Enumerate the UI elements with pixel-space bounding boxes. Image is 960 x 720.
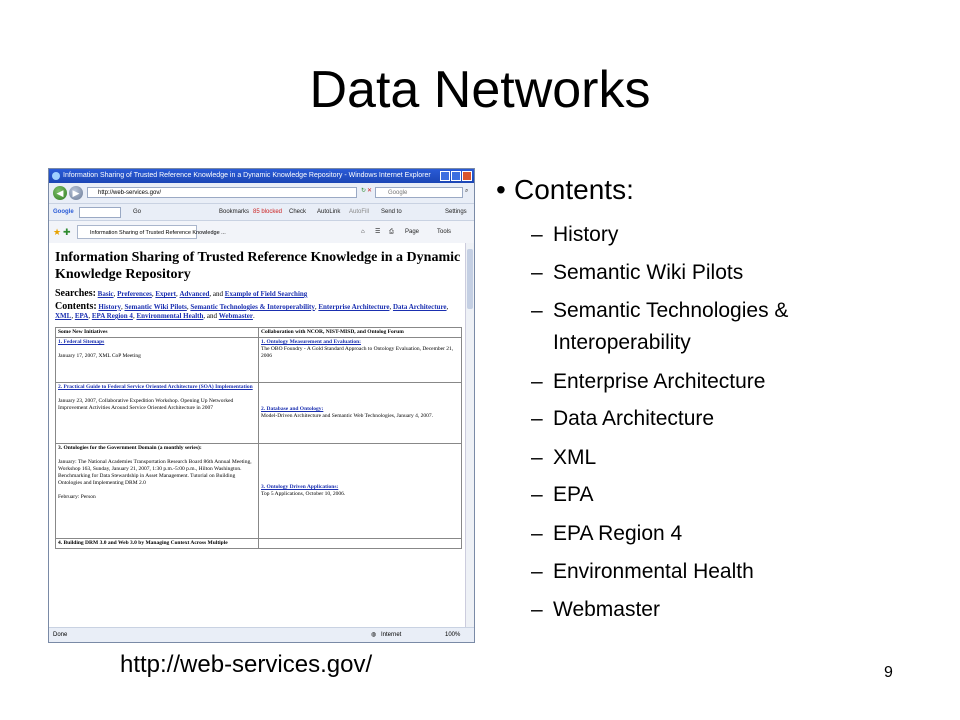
zoom-level[interactable]: 100%	[445, 632, 461, 638]
browser-tab[interactable]: Information Sharing of Trusted Reference Knowledge ...	[77, 225, 197, 239]
list-item-text: Semantic Technologies &	[553, 299, 789, 322]
search-link-advanced[interactable]: Advanced	[179, 290, 210, 298]
maximize-button[interactable]	[451, 171, 461, 181]
content-link[interactable]: History	[98, 303, 121, 311]
searches-and: and	[212, 290, 224, 298]
ie-logo-icon	[52, 172, 60, 180]
cell-text: Top 5 Applications, October 10, 2006.	[261, 491, 346, 497]
list-item	[531, 597, 660, 623]
google-logo: Google	[53, 209, 74, 215]
list-item	[531, 521, 683, 547]
list-item-text: Webmaster	[553, 598, 660, 621]
content-link[interactable]: EPA Region 4	[91, 312, 133, 320]
list-item	[531, 369, 766, 395]
print-icon[interactable]: ⎙	[389, 229, 394, 235]
cell-text: January 23, 2007, Collaborative Expedition Workshop. Opening Up Networked Improvement Activities Around Service Oriented Architecture in 2007	[58, 398, 234, 411]
dash: –	[531, 223, 543, 246]
scrollbar-thumb[interactable]	[467, 249, 473, 309]
bullet-icon: •	[496, 174, 506, 205]
cell-text: The OBO Foundry - A Gold Standard Approach to Ontology Evaluation, December 21, 2006	[261, 346, 454, 359]
table-header: Some New Initiatives	[56, 328, 259, 338]
list-item	[531, 559, 754, 585]
address-input[interactable]: http://web-services.gov/	[87, 187, 357, 198]
dash: –	[531, 446, 543, 469]
cell-link[interactable]: 3. Ontology Driven Applications:	[261, 484, 339, 490]
list-item	[531, 298, 789, 324]
list-item-text: EPA	[553, 483, 594, 506]
search-link-preferences[interactable]: Preferences	[117, 290, 152, 298]
table-row	[56, 539, 462, 549]
google-toolbar	[49, 204, 474, 221]
status-text: Done	[53, 632, 68, 638]
contents-heading-text: Contents:	[514, 174, 634, 205]
search-link-basic[interactable]: Basic	[97, 290, 114, 298]
dash: –	[531, 407, 543, 430]
table-header: Collaboration with NCOR, NIST-MISD, and Ontolog Forum	[259, 328, 462, 338]
page-menu[interactable]: Page	[405, 229, 420, 235]
add-favorite-icon[interactable]: ✚	[63, 227, 71, 237]
initiatives-table	[55, 327, 462, 549]
zone-globe-icon: ◍	[371, 632, 377, 638]
search-link-example[interactable]: Example of Field Searching	[224, 290, 308, 298]
contents-line: Contents: History, Semantic Wiki Pilots, Semantic Technologies & Interoperability, Enterprise Architecture, Data Architecture, XML, EPA, EPA Region 4, Environmental Health, and Webmaster.	[55, 301, 449, 320]
list-item	[531, 260, 744, 286]
go-button[interactable]: Go	[133, 209, 142, 215]
cell-link[interactable]: 2. Database and Ontology:	[261, 406, 324, 412]
content-link[interactable]: Semantic Wiki Pilots	[124, 303, 187, 311]
home-icon[interactable]: ⌂	[361, 229, 365, 235]
slide-title: Data Networks	[309, 61, 651, 119]
table-row	[56, 444, 462, 539]
tab-row	[49, 221, 474, 244]
dash: –	[531, 598, 543, 621]
minimize-button[interactable]	[440, 171, 450, 181]
list-item	[531, 222, 619, 248]
list-item	[531, 406, 715, 432]
browser-screenshot	[48, 168, 475, 643]
browser-titlebar	[49, 169, 474, 183]
content-link[interactable]: XML	[55, 312, 72, 320]
dash: –	[531, 483, 543, 506]
table-cell	[259, 539, 462, 549]
list-item-text: Data Architecture	[553, 407, 715, 430]
autolink-button[interactable]: AutoLink	[317, 209, 341, 215]
table-cell	[259, 338, 462, 383]
search-link-expert[interactable]: Expert	[155, 290, 176, 298]
webpage-title: Information Sharing of Trusted Reference Knowledge in a Dynamic Knowledge Repository	[55, 250, 461, 282]
content-link[interactable]: EPA	[74, 312, 89, 320]
address-bar-row	[49, 183, 474, 204]
source-url: http://web-services.gov/	[120, 651, 373, 678]
table-cell: 4. Building DRM 3.0 and Web 3.0 by Managing Context Across Multiple	[56, 539, 259, 549]
content-link[interactable]: Environmental Health	[136, 312, 204, 320]
feeds-icon[interactable]: ☰	[375, 229, 381, 235]
page-number: 9	[884, 664, 893, 681]
settings-button[interactable]: Settings	[445, 209, 467, 215]
contents-heading	[496, 173, 634, 207]
status-bar	[49, 627, 474, 642]
vertical-scrollbar[interactable]	[465, 243, 474, 628]
table-row	[56, 338, 462, 383]
cell-link[interactable]: 2. Practical Guide to Federal Service Oriented Architecture (SOA) Implementation	[58, 384, 253, 390]
list-item-text: Enterprise Architecture	[553, 370, 766, 393]
list-item-text: EPA Region 4	[553, 522, 683, 545]
table-row	[56, 383, 462, 444]
list-item-text: Interoperability	[553, 331, 691, 354]
popup-blocked-indicator[interactable]: 85 blocked	[253, 209, 283, 215]
dash: –	[531, 261, 543, 284]
searches-label: Searches:	[55, 288, 96, 299]
content-link[interactable]: Semantic Technologies & Interoperability	[190, 303, 315, 311]
cell-link[interactable]: 1. Ontology Measurement and Evaluation:	[261, 339, 361, 345]
table-row	[56, 328, 462, 338]
webpage-content	[49, 243, 466, 628]
search-icon[interactable]: ⌕	[465, 188, 469, 194]
table-cell	[56, 383, 259, 444]
list-item-text: Semantic Wiki Pilots	[553, 261, 744, 284]
sendto-button[interactable]: Send to	[381, 209, 402, 215]
cell-text: February: Person	[58, 494, 96, 500]
autofill-button[interactable]: AutoFill	[349, 209, 370, 215]
forward-button[interactable]: ▶	[69, 186, 83, 200]
browser-search-input[interactable]: Google	[375, 187, 463, 198]
check-button[interactable]: Check	[289, 209, 307, 215]
cell-link[interactable]: 1. Federal Sitemaps	[58, 339, 105, 345]
searches-line: Searches: Basic, Preferences, Expert, Advanced, and Example of Field Searching	[55, 288, 308, 299]
tools-menu[interactable]: Tools	[437, 229, 452, 235]
table-cell	[56, 338, 259, 383]
bookmarks-button[interactable]: Bookmarks	[219, 209, 250, 215]
table-cell	[56, 444, 259, 539]
list-item-text: History	[553, 223, 619, 246]
google-search-field[interactable]	[79, 207, 121, 218]
close-button[interactable]	[462, 171, 472, 181]
content-link[interactable]: Webmaster	[218, 312, 253, 320]
list-item-text: XML	[553, 446, 597, 469]
content-link[interactable]: Enterprise Architecture	[318, 303, 390, 311]
cell-text: January: The National Academies Transportation Research Board 86th Annual Meeting, Workshop 163, Sunday, January 21, 2007, 1:30 p.m.-5:00 p.m., Hilton Washington. Benchmarking for Data Stewardship in Asset Management. Tutorial on Building Ontologies and Implementing DRM 2.0	[58, 459, 252, 486]
list-item	[531, 445, 597, 471]
cell-text: Model-Driven Architecture and Semantic Web Technologies, January 4, 2007.	[261, 413, 434, 419]
list-item	[531, 482, 594, 508]
zone-label: Internet	[381, 632, 402, 638]
table-cell	[259, 383, 462, 444]
dash: –	[531, 299, 543, 322]
back-button[interactable]: ◀	[53, 186, 67, 200]
table-cell	[259, 444, 462, 539]
stop-icon[interactable]: ✕	[367, 188, 373, 194]
content-link[interactable]: Data Architecture	[392, 303, 447, 311]
window-title: Information Sharing of Trusted Reference Knowledge in a Dynamic Knowledge Repository - Windows Internet Explorer	[63, 172, 431, 179]
list-item-text: Environmental Health	[553, 560, 754, 583]
dash: –	[531, 522, 543, 545]
cell-text: January 17, 2007, XML CoP Meeting	[58, 353, 141, 359]
cell-heading: 3. Ontologies for the Government Domain (a monthly series):	[58, 445, 202, 451]
dash: –	[531, 370, 543, 393]
favorites-star-icon[interactable]: ★	[53, 227, 62, 237]
refresh-icon[interactable]: ↻	[361, 188, 367, 194]
list-item-continuation	[553, 330, 691, 356]
contents-label: Contents:	[55, 301, 97, 312]
dash: –	[531, 560, 543, 583]
